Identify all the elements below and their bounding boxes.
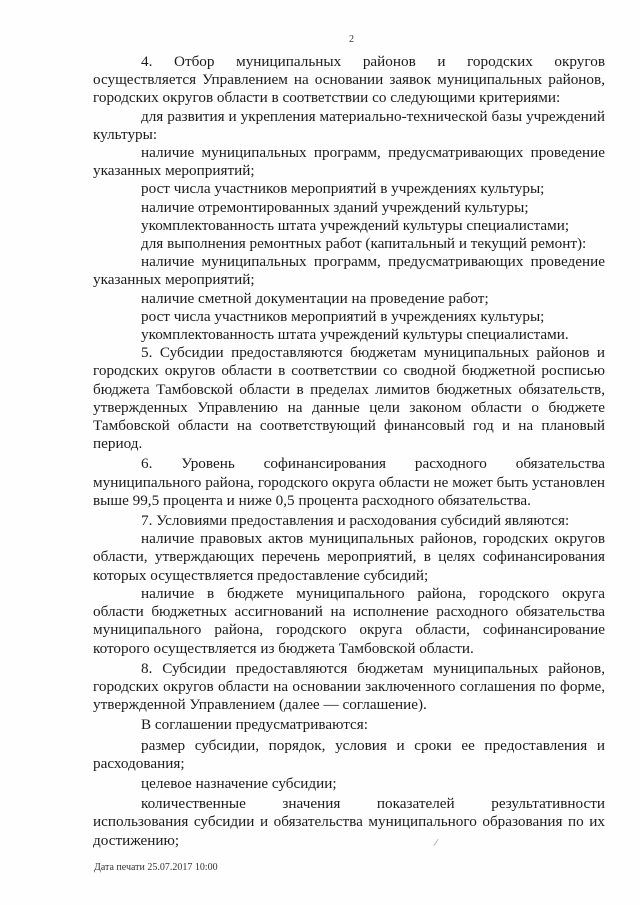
criterion-repair-programs: наличие муниципальных программ, предусматривающих проведение указанных мероприятий; [93, 253, 605, 289]
paragraph-6: 6. Уровень софинансирования расходного обязательства муниципального района, городского округа области не может быть установлен выше 99,5 процента и ниже 0,5 процента расходного обязательства. [93, 455, 605, 509]
paragraph-criteria-equipment: для развития и укрепления материально-технической базы учреждений культуры: [93, 107, 605, 143]
paragraph-criteria-repair: для выполнения ремонтных работ (капитальный и текущий ремонт): [141, 235, 587, 253]
agreement-item-purpose: целевое назначение субсидии; [141, 774, 337, 792]
document-body [93, 53, 605, 850]
condition-legal-acts: наличие правовых актов муниципальных районов, городских округов области, утверждающих перечень мероприятий, в целях софинансирования которых осуществляется предоставление субсидий; [93, 530, 605, 584]
print-date-footer: Дата печати 25.07.2017 10:00 [94, 862, 218, 873]
paragraph-8: 8. Субсидии предоставляются бюджетам муниципальных районов, городских округов области на основании заключенного соглашения по форме, утвержденной Управлением (далее — соглашение). [93, 659, 605, 714]
paragraph-4: 4. Отбор муниципальных районов и городских округов осуществляется Управлением на основании заявок муниципальных районов, городских округов области в соответствии со следующими критериями: [93, 53, 605, 107]
agreement-item-amount: размер субсидии, порядок, условия и сроки ее предоставления и расходования; [93, 736, 605, 772]
condition-budget-allocations: наличие в бюджете муниципального района, городского округа области бюджетных ассигнований на исполнение расходного обязательства муниципального района, городского округа области, софинансирование которого осуществляется из бюджета Тамбовской области. [93, 584, 605, 657]
page-number: 2 [349, 34, 354, 45]
agreement-item-indicators: количественные значения показателей результативности использования субсидии и обязательства муниципального образования по их достижению; [93, 795, 605, 849]
criterion-estimate-docs: наличие сметной документации на проведение работ; [141, 289, 489, 307]
agreement-intro: В соглашении предусматриваются: [141, 716, 369, 734]
paragraph-7: 7. Условиями предоставления и расходования субсидий являются: [141, 512, 570, 530]
criterion-participants: рост числа участников мероприятий в учреждениях культуры; [141, 180, 545, 198]
criterion-programs: наличие муниципальных программ, предусматривающих проведение указанных мероприятий; [93, 144, 605, 180]
criterion-repair-participants: рост числа участников мероприятий в учреждениях культуры; [141, 307, 545, 325]
criterion-renovated-buildings: наличие отремонтированных зданий учреждений культуры; [141, 198, 529, 216]
criterion-staffing: укомплектованность штата учреждений культуры специалистами; [141, 216, 570, 234]
criterion-repair-staffing: укомплектованность штата учреждений культуры специалистами. [141, 326, 569, 344]
paragraph-5: 5. Субсидии предоставляются бюджетам муниципальных районов и городских округов области в соответствии со сводной бюджетной росписью бюджета Тамбовской области в пределах лимитов бюджетных обязательств, утвержденных Управлению на данные цели законом области о бюджете Тамбовской области на соответствующий финансовый год и на плановый период. [93, 344, 605, 453]
